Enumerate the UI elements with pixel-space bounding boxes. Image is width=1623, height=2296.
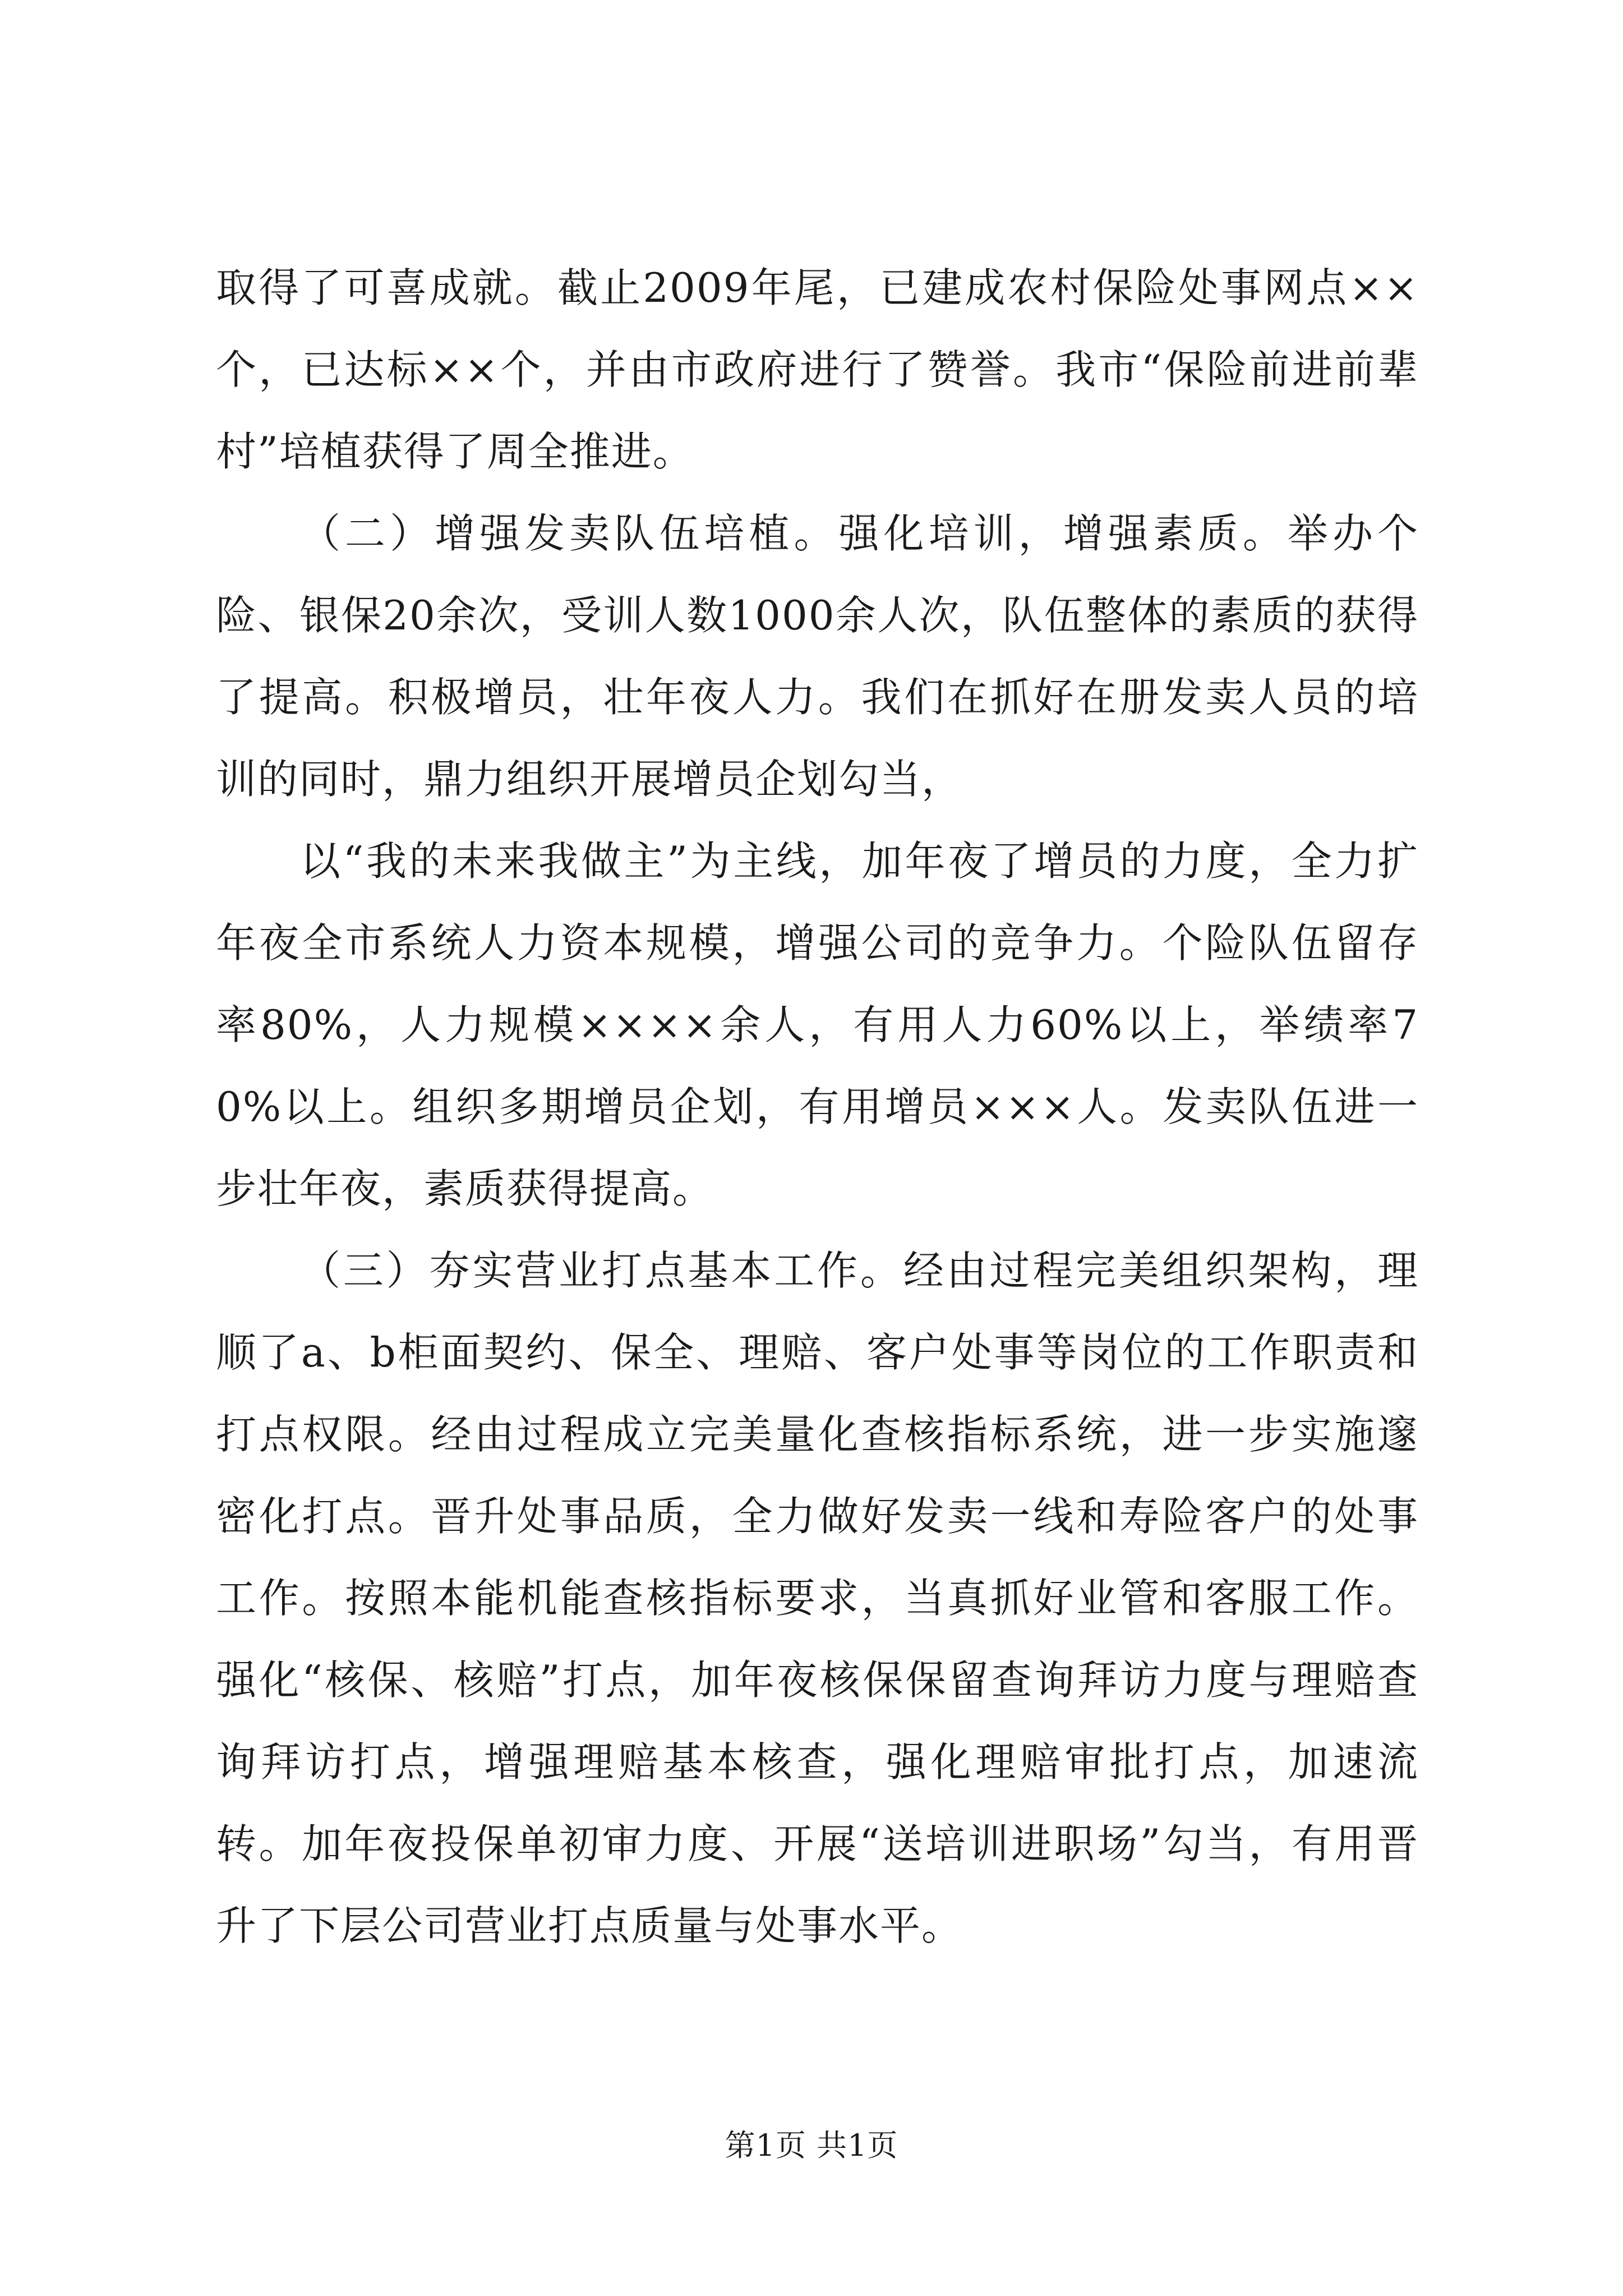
paragraph-sales-team: （二）增强发卖队伍培植。强化培训，增强素质。举办个险、银保20余次，受训人数1000余人次，队伍整体的素质的获得了提高。积极增员，壮年夜人力。我们在抓好在册发卖人员的培训的同时，鼎力组织开展增员企划勾当， — [216, 510, 1419, 803]
body-text — [216, 247, 1419, 1967]
paragraph-continuation: 取得了可喜成就。截止2009年尾，已建成农村保险处事网点××个，已达标××个，并由市政府进行了赞誉。我市“保险前进前辈村”培植获得了周全推进。 — [216, 264, 1419, 475]
page-footer: 第1页 共1页 — [725, 2128, 898, 2163]
paragraph-business-management: （三）夯实营业打点基本工作。经由过程完美组织架构，理顺了a、b柜面契约、保全、理赔、客户处事等岗位的工作职责和打点权限。经由过程成立完美量化查核指标系统，进一步实施邃密化打点。晋升处事品质，全力做好发卖一线和寿险客户的处事工作。按照本能机能查核指标要求，当真抓好业管和客服工作。强化“核保、核赔”打点，加年夜核保保留查询拜访力度与理赔查询拜访打点，增强理赔基本核查，强化理赔审批打点，加速流转。加年夜投保单初审力度、开展“送培训进职场”勾当，有用晋升了下层公司营业打点质量与处事水平。 — [216, 1247, 1419, 1949]
paragraph-recruitment: 以“我的未来我做主”为主线，加年夜了增员的力度，全力扩年夜全市系统人力资本规模，增强公司的竞争力。个险队伍留存率80%，人力规模××××余人，有用人力60%以上，举绩率70%以上。组织多期增员企划，有用增员×××人。发卖队伍进一步壮年夜，素质获得提高。 — [216, 838, 1419, 1212]
